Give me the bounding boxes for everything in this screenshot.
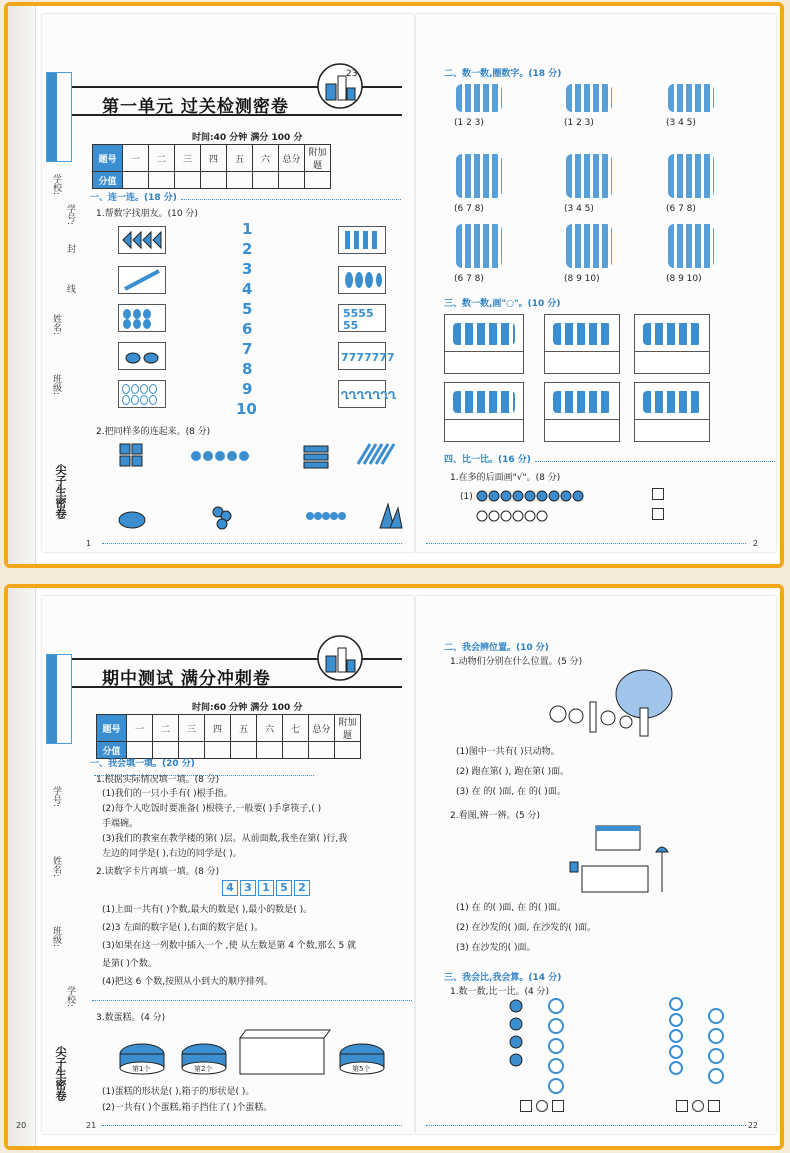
compare-box-2[interactable]: [552, 1100, 564, 1112]
number-3: 3: [242, 260, 253, 278]
brand-vertical-2: 尖子生密卷: [54, 1046, 67, 1101]
page-number-right: 2: [752, 539, 758, 548]
booklet-frame-2: [4, 584, 784, 1150]
time-score-line: 时间:40 分钟 满分 100 分: [192, 133, 303, 143]
count-picture: [668, 84, 714, 112]
score-header-cell: 总分: [279, 145, 305, 172]
question-line: 手端碗。: [102, 819, 139, 829]
binding-label-seal: 封: [65, 244, 75, 253]
b2-r-question-2: 2.看图,辨一辨。(5 分): [450, 811, 541, 821]
brand-vertical: 尖子生密卷: [54, 464, 67, 519]
score-header-cell: 六: [257, 715, 283, 742]
score-table: [92, 144, 331, 189]
blocks-icon-2: [316, 634, 364, 682]
binding-label-school: 学校:: [51, 174, 61, 196]
picture-box-eggs: [118, 380, 166, 408]
score-header-cell: 三: [175, 145, 201, 172]
footer-dots-right: [426, 543, 746, 544]
compare-box-3[interactable]: [676, 1100, 688, 1112]
binding-strip: [42, 64, 80, 532]
draw-box[interactable]: [544, 314, 620, 374]
question-line: (2)一共有( )个蛋糕,箱子挡住了( )个蛋糕。: [102, 1103, 273, 1113]
binding-label-line: 线: [65, 284, 75, 293]
draw-box[interactable]: [444, 314, 524, 374]
title-band: [72, 69, 402, 117]
score-header-cell: 一: [123, 145, 149, 172]
number-choice[interactable]: (3 4 5): [564, 204, 594, 214]
compare-box-1[interactable]: [520, 1100, 532, 1112]
page-number-left: 1: [86, 539, 92, 548]
score-header-cell: 题号: [93, 145, 123, 172]
score-row-label: 分值: [97, 742, 127, 759]
picture-box-right-3: [338, 304, 386, 332]
question-line: (2) 跑在第( ), 跑在第( )面。: [456, 767, 570, 777]
number-choice[interactable]: (8 9 10): [564, 274, 600, 284]
box-divider: [545, 419, 619, 420]
svg-text:ՂՂՂՂՂՂՂ: ՂՂՂՂՂՂՂ: [341, 389, 397, 402]
binding2-label-name: 姓名:: [51, 856, 61, 878]
b2-question-3: 3.数蛋糕。(4 分): [96, 1013, 166, 1023]
score-header-cell: 二: [149, 145, 175, 172]
svg-text:5555: 5555: [343, 307, 374, 320]
pineapples-icon: [643, 323, 701, 345]
question-line: (1) 在 的( )面, 在 的( )面。: [456, 903, 566, 913]
picture-box-right-1: [338, 226, 386, 254]
number-5: 5: [242, 300, 253, 318]
count-picture: [668, 224, 714, 268]
pineapples-icon: [643, 391, 701, 413]
flags-icon: [119, 227, 165, 253]
number-2: 2: [242, 240, 253, 258]
number-card: 5: [276, 880, 292, 896]
binding-label-class: 班级:: [51, 374, 61, 396]
number-7: 7: [242, 340, 253, 358]
number-6: 6: [242, 320, 253, 338]
question-line: (1)图中一共有( )只动物。: [456, 747, 560, 757]
birds-icon: [119, 305, 165, 331]
score-value-cell[interactable]: [305, 172, 331, 189]
question-line: 左边的同学是( ),右边的同学是( )。: [102, 849, 242, 859]
section-1-label: 一、连一连。(18 分): [90, 193, 177, 203]
question-line: (3)我们的教室在教学楼的第( )层。从前面数,我坐在第( )行,我: [102, 834, 348, 844]
cake-label-2: 第2个: [194, 1065, 213, 1073]
score-value-cell[interactable]: [253, 172, 279, 189]
right-page-2: [416, 596, 776, 1134]
binding-label-name: 姓名:: [51, 314, 61, 336]
draw-box[interactable]: [444, 382, 524, 442]
picture-box-pencil: [118, 266, 166, 294]
binding2-label-school: 学校:: [65, 986, 75, 1008]
number-10: 10: [236, 400, 257, 418]
fives-icon: [339, 305, 385, 331]
page-number-21: 21: [86, 1121, 97, 1130]
booklet-frame: [4, 2, 784, 568]
score-header-cell: 五: [227, 145, 253, 172]
question-line: (2)3 左面的数字是( ),右面的数字是( )。: [102, 923, 263, 933]
draw-box[interactable]: [634, 314, 710, 374]
question-line: (2)每个人吃饭时要准备( )根筷子,一般要( )手拿筷子,( ): [102, 804, 322, 814]
strawberries-vs-apples: [476, 486, 596, 526]
question-2: 2.把同样多的连起来。(8 分): [96, 427, 211, 437]
score-value-cell[interactable]: [201, 172, 227, 189]
answer-box-top[interactable]: [652, 488, 664, 500]
compare-circle-1[interactable]: [536, 1100, 548, 1112]
number-card: 1: [258, 880, 274, 896]
number-choice[interactable]: (1 2 3): [454, 118, 484, 128]
score-header-cell: 五: [231, 715, 257, 742]
number-4: 4: [242, 280, 253, 298]
b2-section-3-heading: 三、我会比,我会算。(14 分): [444, 973, 562, 983]
picture-box-ducks: [118, 342, 166, 370]
question-line: (3) 在沙发的( )面。: [456, 943, 536, 953]
draw-box[interactable]: [634, 382, 710, 442]
box-divider: [635, 419, 709, 420]
living-room-picture: [566, 822, 676, 902]
question-line: (3)如果在这一列数中插入一个 ,使 从左数是第 4 个数,那么 5 就: [102, 941, 357, 951]
score-header-cell: 总分: [309, 715, 335, 742]
score-header-cell: 六: [253, 145, 279, 172]
eggs-icon: [119, 381, 165, 407]
pineapples-icon: [453, 323, 515, 345]
picture-box-flags: [118, 226, 166, 254]
pineapples-icon: [553, 323, 611, 345]
b2-question-2: 2.读数字卡片再填一填。(8 分): [96, 867, 220, 877]
number-choice[interactable]: (6 7 8): [666, 204, 696, 214]
picture-box-right-4: [338, 342, 395, 370]
hooks-icon: [339, 381, 397, 407]
count-picture: [566, 154, 612, 198]
booklet-midterm-test: [4, 584, 784, 1150]
title-band-2: [72, 658, 402, 688]
pineapples-icon: [553, 391, 611, 413]
count-picture: [566, 224, 612, 268]
score-row-label: 分值: [93, 172, 123, 189]
animals-tree-picture: [546, 668, 676, 738]
left-page: [42, 14, 414, 552]
count-picture: [566, 84, 612, 112]
section-2-heading: 二、数一数,圈数字。(18 分): [444, 69, 562, 79]
score-value-cell[interactable]: [175, 172, 201, 189]
question-line: (4)把这 6 个数,按照从小到大的顺序排列。: [102, 977, 274, 987]
question-line: (3) 在 的( )面, 在 的( )面。: [456, 787, 566, 797]
question-1: 1.帮数字找朋友。(10 分): [96, 209, 198, 219]
score-header-cell: 四: [205, 715, 231, 742]
cake-label-5: 第5个: [352, 1065, 371, 1073]
divider-dots: [92, 1000, 412, 1001]
page-number-20: 20: [16, 1121, 27, 1130]
compare-circle-2[interactable]: [692, 1100, 704, 1112]
number-choice[interactable]: (3 4 5): [666, 118, 696, 128]
count-picture: [456, 154, 502, 198]
b2-r-question-1: 1.动物们分别在什么位置。(5 分): [450, 657, 583, 667]
box-divider: [445, 419, 523, 420]
b2-section-1-label: 一、我会填一填。(20 分): [90, 759, 195, 769]
score-header-cell: 附加题: [335, 715, 361, 742]
bottles-icon: [339, 227, 385, 253]
compare-box-4[interactable]: [708, 1100, 720, 1112]
binding2-label-number: 学号:: [51, 786, 61, 808]
number-choice[interactable]: (8 9 10): [666, 274, 702, 284]
pencil-icon: [119, 267, 165, 293]
score-header-cell: 二: [153, 715, 179, 742]
instructions-box: [46, 72, 72, 162]
number-choice[interactable]: (6 7 8): [454, 274, 484, 284]
number-choice[interactable]: (6 7 8): [454, 204, 484, 214]
page-title: 第一单元 过关检测密卷: [102, 97, 289, 117]
number-card: 3: [240, 880, 256, 896]
instructions-box-2: [46, 654, 72, 744]
score-value-cell[interactable]: [123, 172, 149, 189]
score-value-cell[interactable]: [279, 172, 305, 189]
number-1: 1: [242, 220, 253, 238]
svg-text:55: 55: [343, 319, 359, 332]
score-value-cell[interactable]: [149, 172, 175, 189]
count-compare-picture: [506, 996, 736, 1096]
score-header-cell: 题号: [97, 715, 127, 742]
picture-box-right-2: [338, 266, 386, 294]
score-header-cell: 四: [201, 145, 227, 172]
b2-r-question-3: 1.数一数,比一比。(4 分): [450, 987, 550, 997]
count-picture: [668, 154, 714, 198]
blocks-icon: [316, 62, 364, 110]
number-8: 8: [242, 360, 253, 378]
ducks-icon: [119, 343, 165, 369]
left-page-2: [42, 596, 414, 1134]
count-picture: [456, 224, 502, 268]
draw-box[interactable]: [544, 382, 620, 442]
score-header-cell: 一: [127, 715, 153, 742]
score-header-cell: 附加题: [305, 145, 331, 172]
time-score-line-2: 时间:60 分钟 满分 100 分: [192, 703, 303, 713]
score-header-cell: 三: [179, 715, 205, 742]
binding-edge: [8, 6, 36, 564]
score-table-2: [96, 714, 361, 759]
cake-label-1: 第1个: [132, 1065, 151, 1073]
box-divider: [635, 351, 709, 352]
number-card: 4: [222, 880, 238, 896]
page-number-22: 22: [747, 1121, 758, 1130]
leaves-icon: [339, 267, 385, 293]
number-choice[interactable]: (1 2 3): [564, 118, 594, 128]
answer-box-bottom[interactable]: [652, 508, 664, 520]
question-line: (1)蛋糕的形状是( ),箱子的形状是( )。: [102, 1087, 255, 1097]
page-title-2: 期中测试 满分冲刺卷: [102, 669, 271, 689]
svg-text:23: 23: [346, 69, 358, 79]
question-line: (1)上面一共有( )个数,最大的数是( ),最小的数是( )。: [102, 905, 313, 915]
section-4-label: 四、比一比。(16 分): [444, 455, 531, 465]
question-4-1: 1.在多的后面画"√"。(8 分): [450, 473, 561, 483]
booklet-unit-test: [4, 2, 784, 568]
b2-question-1: 1.根据实际情况填一填。(8 分): [96, 775, 220, 785]
matching-row-top: [118, 440, 408, 470]
score-header-cell: 七: [283, 715, 309, 742]
question-line: (1)我们的一只小手有( )根手指。: [102, 789, 233, 799]
question-line: (2) 在沙发的( )面, 在沙发的( )面。: [456, 923, 597, 933]
section-1-heading: [90, 190, 401, 203]
footer-dots-3: [102, 1125, 402, 1126]
binding-strip-2: [42, 646, 80, 1114]
binding2-label-class: 班级:: [51, 926, 61, 948]
footer-dots-4: [426, 1125, 746, 1126]
pineapples-icon: [453, 391, 515, 413]
matching-row-bottom: [118, 498, 408, 534]
score-value-cell[interactable]: [227, 172, 253, 189]
right-page: [416, 14, 776, 552]
box-divider: [545, 351, 619, 352]
number-card: 2: [294, 880, 310, 896]
footer-dots: [102, 543, 402, 544]
number-9: 9: [242, 380, 253, 398]
binding-edge-2: [8, 588, 36, 1146]
picture-box-right-5: [338, 380, 397, 408]
question-line: 是第( )个数。: [102, 959, 157, 969]
count-picture: [456, 84, 502, 112]
svg-text:7777777: 7777777: [341, 351, 395, 364]
section-4-heading: [444, 452, 775, 465]
box-divider: [445, 351, 523, 352]
binding-label-number: 学号:: [65, 204, 75, 226]
section-3-heading: 三、数一数,画"○"。(10 分): [444, 299, 561, 309]
sevens-icon: [339, 343, 395, 369]
b2-section-2-heading: 二、我会辨位置。(10 分): [444, 643, 549, 653]
question-4-1-item: (1): [460, 492, 473, 502]
picture-box-birds: [118, 304, 166, 332]
